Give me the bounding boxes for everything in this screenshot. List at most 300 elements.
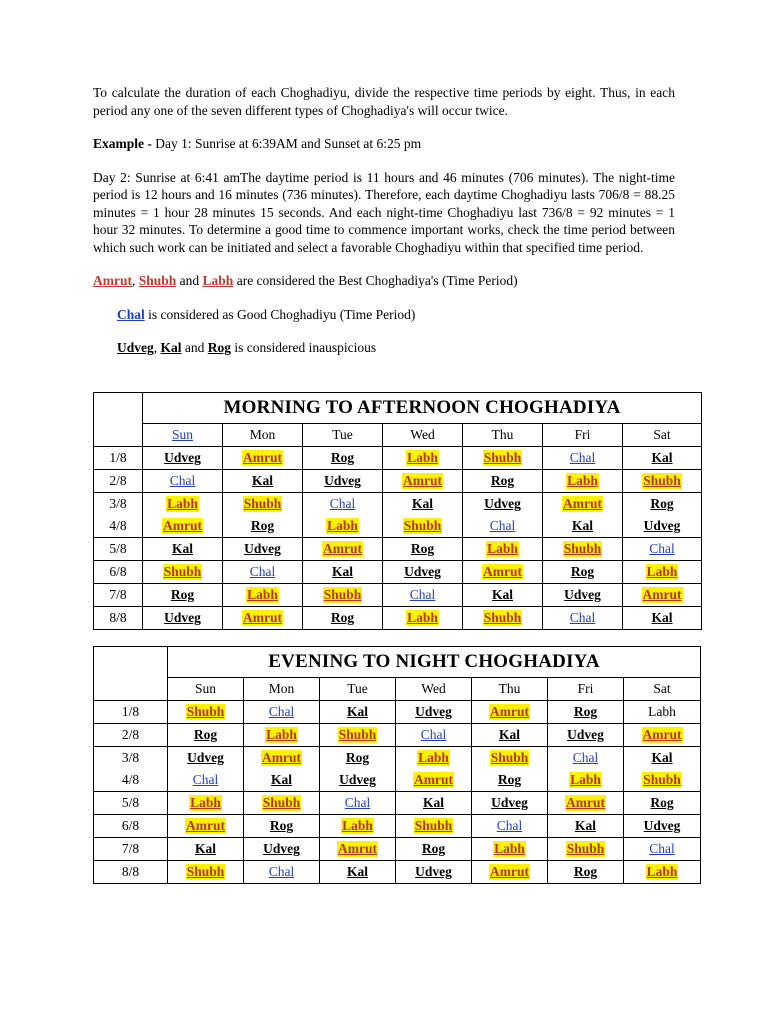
choghadiya-value: Shubh [566, 841, 605, 856]
choghadiya-value: Kal [574, 818, 596, 833]
row-label: 5/8 [94, 538, 143, 561]
choghadiya-cell [472, 701, 548, 724]
row-label: 1/8 [94, 447, 143, 470]
choghadiya-value: Shubh [563, 541, 602, 556]
choghadiya-value: Udveg [415, 864, 452, 879]
day-header-label: Tue [332, 427, 353, 442]
choghadiya-value: Rog [269, 818, 294, 833]
table-row [94, 447, 702, 470]
bad-sep-2: and [181, 340, 208, 355]
choghadiya-value: Shubh [163, 564, 202, 579]
choghadiya-cell [472, 769, 548, 792]
row-label: 3/8 [94, 747, 168, 770]
choghadiya-value: Amrut [323, 541, 362, 556]
choghadiya-cell [320, 861, 396, 884]
choghadiya-value: Kal [331, 564, 353, 579]
table-title: EVENING TO NIGHT CHOGHADIYA [168, 647, 701, 678]
table-row [94, 838, 701, 861]
choghadiya-cell [623, 584, 702, 607]
choghadiya-cell [168, 792, 244, 815]
choghadiya-value: Amrut [262, 750, 301, 765]
choghadiya-cell [624, 792, 701, 815]
day-header-mon [223, 424, 303, 447]
choghadiya-cell [383, 447, 463, 470]
choghadiya-cell [396, 861, 472, 884]
day-header-label: Sun [194, 681, 216, 696]
day-header-fri [543, 424, 623, 447]
table-row [94, 538, 702, 561]
choghadiya-cell [396, 815, 472, 838]
choghadiya-cell [303, 607, 383, 630]
choghadiya-cell [543, 561, 623, 584]
best-word-labh: Labh [202, 273, 234, 288]
choghadiya-cell [396, 724, 472, 747]
choghadiya-cell [548, 792, 624, 815]
choghadiya-cell [548, 815, 624, 838]
day-header-label: Fri [574, 427, 591, 442]
choghadiya-cell [396, 701, 472, 724]
choghadiya-value: Chal [344, 795, 371, 810]
choghadiya-cell [143, 561, 223, 584]
row-label: 8/8 [94, 607, 143, 630]
bad-word-rog: Rog [207, 340, 232, 355]
choghadiya-value: Rog [170, 587, 195, 602]
good-rest: is considered as Good Choghadiyu (Time Period) [144, 306, 416, 322]
choghadiya-value: Amrut [642, 727, 682, 742]
choghadiya-cell [548, 724, 624, 747]
choghadiya-value: Kal [422, 795, 444, 810]
choghadiya-value: Rog [330, 610, 355, 625]
choghadiya-cell [623, 538, 702, 561]
choghadiya-value: Labh [342, 818, 373, 833]
choghadiya-value: Rog [650, 795, 674, 810]
row-label: 6/8 [94, 815, 168, 838]
choghadiya-value: Udveg [244, 541, 281, 556]
choghadiya-value: Chal [249, 564, 276, 579]
choghadiya-value: Amrut [563, 496, 602, 511]
choghadiya-value: Rog [250, 518, 275, 533]
choghadiya-value: Labh [247, 587, 278, 602]
choghadiya-value: Rog [570, 564, 595, 579]
choghadiya-cell [244, 815, 320, 838]
choghadiya-value: Amrut [163, 518, 202, 533]
choghadiya-cell [168, 861, 244, 884]
day-header-label: Mon [268, 681, 295, 696]
choghadiya-value: Udveg [339, 772, 376, 787]
choghadiya-cell [320, 792, 396, 815]
choghadiya-cell [303, 447, 383, 470]
choghadiya-cell [320, 815, 396, 838]
day-header-sun [168, 678, 244, 701]
choghadiya-cell [143, 515, 223, 538]
choghadiya-cell [543, 493, 623, 516]
choghadiya-value: Chal [569, 450, 596, 465]
choghadiya-value: Labh [327, 518, 358, 533]
choghadiya-cell [244, 701, 320, 724]
choghadiya-value: Shubh [643, 473, 681, 488]
choghadiya-value: Kal [651, 450, 673, 465]
choghadiya-cell [472, 724, 548, 747]
choghadiya-value: Kal [651, 610, 673, 625]
choghadiya-value: Kal [346, 864, 368, 879]
choghadiya-value: Labh [407, 610, 438, 625]
intro-text [93, 84, 675, 357]
choghadiya-cell [383, 493, 463, 516]
example-text: Day 1: Sunrise at 6:39AM and Sunset at 6:25 pm [155, 136, 422, 151]
choghadiya-cell [303, 493, 383, 516]
choghadiya-cell [472, 815, 548, 838]
choghadiya-cell [624, 769, 701, 792]
choghadiya-value: Chal [489, 518, 516, 533]
choghadiya-cell [624, 747, 701, 770]
choghadiya-value: Rog [650, 496, 674, 511]
day-header-mon [244, 678, 320, 701]
choghadiya-value: Kal [571, 518, 593, 533]
table-row [94, 747, 701, 770]
choghadiya-value: Udveg [643, 818, 681, 833]
choghadiya-cell [396, 769, 472, 792]
day-header-sat [624, 678, 701, 701]
choghadiya-value: Rog [573, 864, 598, 879]
choghadiya-value: Labh [407, 450, 438, 465]
table-row [94, 561, 702, 584]
choghadiya-value: Shubh [483, 610, 522, 625]
choghadiya-value: Amrut [338, 841, 377, 856]
choghadiya-value: Amrut [566, 795, 605, 810]
choghadiya-value: Shubh [403, 518, 442, 533]
choghadiya-cell [223, 584, 303, 607]
choghadiya-value: Shubh [414, 818, 453, 833]
choghadiya-value: Kal [651, 750, 673, 765]
choghadiya-cell [320, 747, 396, 770]
choghadiya-value: Rog [193, 727, 218, 742]
choghadiya-cell [383, 584, 463, 607]
choghadiya-cell [223, 538, 303, 561]
choghadiya-cell [143, 470, 223, 493]
choghadiya-cell [303, 538, 383, 561]
choghadiya-cell [463, 584, 543, 607]
choghadiya-value: Amrut [243, 450, 282, 465]
table-row [94, 792, 701, 815]
choghadiya-cell [383, 607, 463, 630]
table-row [94, 861, 701, 884]
choghadiya-cell [543, 515, 623, 538]
choghadiya-cell [244, 792, 320, 815]
choghadiya-cell [543, 538, 623, 561]
choghadiya-value: Udveg [404, 564, 441, 579]
choghadiya-cell [624, 724, 701, 747]
choghadiya-value: Shubh [186, 704, 225, 719]
choghadiya-value: Shubh [262, 795, 301, 810]
choghadiya-cell [472, 792, 548, 815]
choghadiya-cell [396, 838, 472, 861]
choghadiya-cell [543, 584, 623, 607]
choghadiya-cell [463, 470, 543, 493]
choghadiya-cell [143, 493, 223, 516]
choghadiya-cell [543, 447, 623, 470]
table-row [94, 470, 702, 493]
choghadiya-value: Shubh [186, 864, 225, 879]
choghadiya-value: Chal [569, 610, 596, 625]
choghadiya-value: Udveg [263, 841, 300, 856]
choghadiya-value: Labh [494, 841, 525, 856]
choghadiya-value: Labh [646, 864, 678, 879]
day-header-wed [383, 424, 463, 447]
good-line [93, 306, 675, 324]
choghadiya-value: Udveg [491, 795, 528, 810]
best-rest: are considered the Best Choghadiya's (Time Period) [233, 273, 518, 288]
choghadiya-cell [472, 838, 548, 861]
table-row [94, 815, 701, 838]
bad-sep-1: , [153, 340, 161, 355]
day-header-label: Sat [653, 427, 671, 442]
best-sep-1: , [132, 273, 139, 288]
row-label: 4/8 [94, 769, 168, 792]
day-header-sun [143, 424, 223, 447]
choghadiya-value: Rog [330, 450, 355, 465]
day2-paragraph: Day 2: Sunrise at 6:41 amThe daytime period is 11 hours and 46 minutes (706 minutes). The night-time period is 12 hours and 16 minutes (736 minutes). Therefore, each daytime Choghadiyu lasts 706/8 = 88.25 minutes = 1 hour 28 minutes 15 seconds. And each night-time Choghadiyu last 736/8 = 92 minutes = 1 hour 32 minutes. To determine a good time to commence important works, check the time period between which such work can be initiated and select a favorable Choghadiyu within that specified time period. [93, 169, 675, 255]
choghadiya-value: Rog [573, 704, 598, 719]
choghadiya-cell [168, 838, 244, 861]
choghadiya-value: Kal [498, 727, 520, 742]
table-row [94, 724, 701, 747]
choghadiya-value: Labh [648, 704, 676, 719]
choghadiya-cell [624, 815, 701, 838]
day-header-label: Wed [410, 427, 435, 442]
choghadiya-value: Labh [167, 496, 198, 511]
choghadiya-value: Shubh [338, 727, 377, 742]
choghadiya-cell [168, 701, 244, 724]
row-label: 5/8 [94, 792, 168, 815]
choghadiya-cell [244, 861, 320, 884]
bad-word-kal: Kal [160, 340, 182, 355]
day-header-label: Fri [577, 681, 594, 696]
choghadiya-cell [623, 493, 702, 516]
choghadiya-value: Rog [497, 772, 522, 787]
choghadiya-value: Udveg [484, 496, 521, 511]
choghadiya-value: Chal [649, 541, 675, 556]
day-header-label: Sat [653, 681, 671, 696]
choghadiya-cell [143, 447, 223, 470]
day-header-thu [472, 678, 548, 701]
best-word-amrut: Amrut [93, 273, 132, 288]
choghadiya-cell [303, 561, 383, 584]
table-row [94, 769, 701, 792]
choghadiya-value: Kal [171, 541, 193, 556]
choghadiya-cell [303, 515, 383, 538]
choghadiya-value: Udveg [324, 473, 361, 488]
choghadiya-value: Chal [420, 727, 447, 742]
choghadiya-cell [396, 747, 472, 770]
row-label: 1/8 [94, 701, 168, 724]
row-label: 8/8 [94, 861, 168, 884]
choghadiya-value: Kal [491, 587, 513, 602]
choghadiya-value: Rog [421, 841, 446, 856]
choghadiya-cell [168, 769, 244, 792]
choghadiya-value: Amrut [642, 587, 682, 602]
choghadiya-value: Amrut [483, 564, 522, 579]
choghadiya-value: Amrut [186, 818, 225, 833]
best-word-shubh: Shubh [138, 273, 177, 288]
choghadiya-cell [472, 861, 548, 884]
choghadiya-cell [463, 538, 543, 561]
table-row [94, 584, 702, 607]
choghadiya-cell [244, 724, 320, 747]
choghadiya-value: Amrut [490, 864, 529, 879]
day-header-thu [463, 424, 543, 447]
choghadiya-value: Kal [411, 496, 433, 511]
morning-choghadiya-table [93, 392, 702, 630]
choghadiya-value: Chal [649, 841, 675, 856]
table-row [94, 701, 701, 724]
choghadiya-value: Labh [567, 473, 598, 488]
choghadiya-cell [383, 515, 463, 538]
day-header-tue [303, 424, 383, 447]
choghadiya-cell [223, 447, 303, 470]
choghadiya-cell [463, 515, 543, 538]
choghadiya-cell [624, 701, 701, 724]
best-line [93, 272, 675, 290]
choghadiya-cell [548, 747, 624, 770]
choghadiya-cell [223, 515, 303, 538]
day-header-label: Mon [249, 427, 276, 442]
choghadiya-value: Amrut [243, 610, 282, 625]
day-header-tue [320, 678, 396, 701]
day-header-fri [548, 678, 624, 701]
choghadiya-value: Udveg [643, 518, 681, 533]
choghadiya-cell [168, 724, 244, 747]
choghadiya-cell [320, 701, 396, 724]
choghadiya-value: Shubh [483, 450, 522, 465]
bad-word-udveg: Udveg [117, 340, 154, 355]
row-label: 6/8 [94, 561, 143, 584]
day-header-label: Thu [491, 427, 514, 442]
choghadiya-cell [463, 493, 543, 516]
choghadiya-value: Labh [487, 541, 518, 556]
choghadiya-value: Chal [409, 587, 436, 602]
choghadiya-value: Chal [268, 704, 295, 719]
day-header-label: Wed [421, 681, 446, 696]
day-header-label: Tue [347, 681, 368, 696]
best-sep-2: and [176, 273, 203, 288]
choghadiya-value: Udveg [164, 610, 201, 625]
choghadiya-value: Rog [410, 541, 435, 556]
choghadiya-cell [320, 838, 396, 861]
choghadiya-cell [543, 607, 623, 630]
choghadiya-cell [244, 747, 320, 770]
choghadiya-value: Chal [572, 750, 599, 765]
choghadiya-value: Shubh [243, 496, 282, 511]
choghadiya-cell [548, 769, 624, 792]
choghadiya-value: Chal [268, 864, 295, 879]
choghadiya-cell [143, 538, 223, 561]
row-label: 2/8 [94, 724, 168, 747]
choghadiya-value: Kal [270, 772, 292, 787]
choghadiya-cell [244, 769, 320, 792]
bad-line [93, 339, 675, 357]
choghadiya-value: Labh [266, 727, 297, 742]
choghadiya-cell [463, 447, 543, 470]
choghadiya-value: Labh [570, 772, 601, 787]
row-label: 2/8 [94, 470, 143, 493]
row-label: 3/8 [94, 493, 143, 516]
choghadiya-cell [320, 724, 396, 747]
choghadiya-cell [396, 792, 472, 815]
bad-rest: is considered inauspicious [231, 340, 377, 355]
choghadiya-cell [623, 470, 702, 493]
choghadiya-cell [168, 747, 244, 770]
choghadiya-cell [223, 607, 303, 630]
choghadiya-value: Udveg [567, 727, 604, 742]
choghadiya-value: Labh [190, 795, 221, 810]
choghadiya-value: Chal [192, 772, 219, 787]
choghadiya-cell [543, 470, 623, 493]
choghadiya-cell [223, 470, 303, 493]
choghadiya-value: Udveg [164, 450, 201, 465]
table-row [94, 607, 702, 630]
choghadiya-value: Kal [194, 841, 216, 856]
choghadiya-cell [320, 769, 396, 792]
row-label: 4/8 [94, 515, 143, 538]
table-title: MORNING TO AFTERNOON CHOGHADIYA [143, 393, 702, 424]
choghadiya-value: Udveg [187, 750, 224, 765]
table-row [94, 515, 702, 538]
table-corner-cell [94, 393, 143, 447]
choghadiya-cell [623, 561, 702, 584]
choghadiya-cell [383, 470, 463, 493]
choghadiya-cell [623, 607, 702, 630]
choghadiya-value: Rog [345, 750, 370, 765]
choghadiya-value: Chal [169, 473, 196, 488]
choghadiya-cell [463, 607, 543, 630]
choghadiya-value: Labh [418, 750, 449, 765]
choghadiya-cell [303, 584, 383, 607]
choghadiya-value: Amrut [414, 772, 453, 787]
row-label: 7/8 [94, 838, 168, 861]
choghadiya-value: Shubh [323, 587, 362, 602]
choghadiya-cell [223, 561, 303, 584]
choghadiya-cell [303, 470, 383, 493]
table-corner-cell [94, 647, 168, 701]
day-header-label: Thu [498, 681, 521, 696]
day-header-sat [623, 424, 702, 447]
choghadiya-value: Shubh [643, 772, 681, 787]
choghadiya-cell [472, 747, 548, 770]
choghadiya-cell [383, 538, 463, 561]
intro-paragraph: To calculate the duration of each Choghadiyu, divide the respective time periods by eight. Thus, in each period any one of the seven different types of Choghadiya's will occur twice. [93, 85, 675, 118]
good-word-chal: Chal [117, 306, 145, 322]
choghadiya-value: Udveg [564, 587, 601, 602]
choghadiya-cell [223, 493, 303, 516]
choghadiya-cell [623, 447, 702, 470]
choghadiya-cell [624, 838, 701, 861]
choghadiya-value: Kal [346, 704, 368, 719]
choghadiya-cell [463, 561, 543, 584]
choghadiya-cell [548, 861, 624, 884]
choghadiya-value: Kal [251, 473, 273, 488]
table-row [94, 493, 702, 516]
choghadiya-value: Chal [329, 496, 356, 511]
choghadiya-cell [548, 701, 624, 724]
choghadiya-cell [143, 607, 223, 630]
example-label: Example - [93, 136, 156, 151]
choghadiya-value: Shubh [490, 750, 529, 765]
choghadiya-value: Chal [496, 818, 523, 833]
day-header-label: Sun [171, 427, 193, 442]
choghadiya-value: Amrut [403, 473, 442, 488]
choghadiya-cell [168, 815, 244, 838]
choghadiya-cell [624, 861, 701, 884]
